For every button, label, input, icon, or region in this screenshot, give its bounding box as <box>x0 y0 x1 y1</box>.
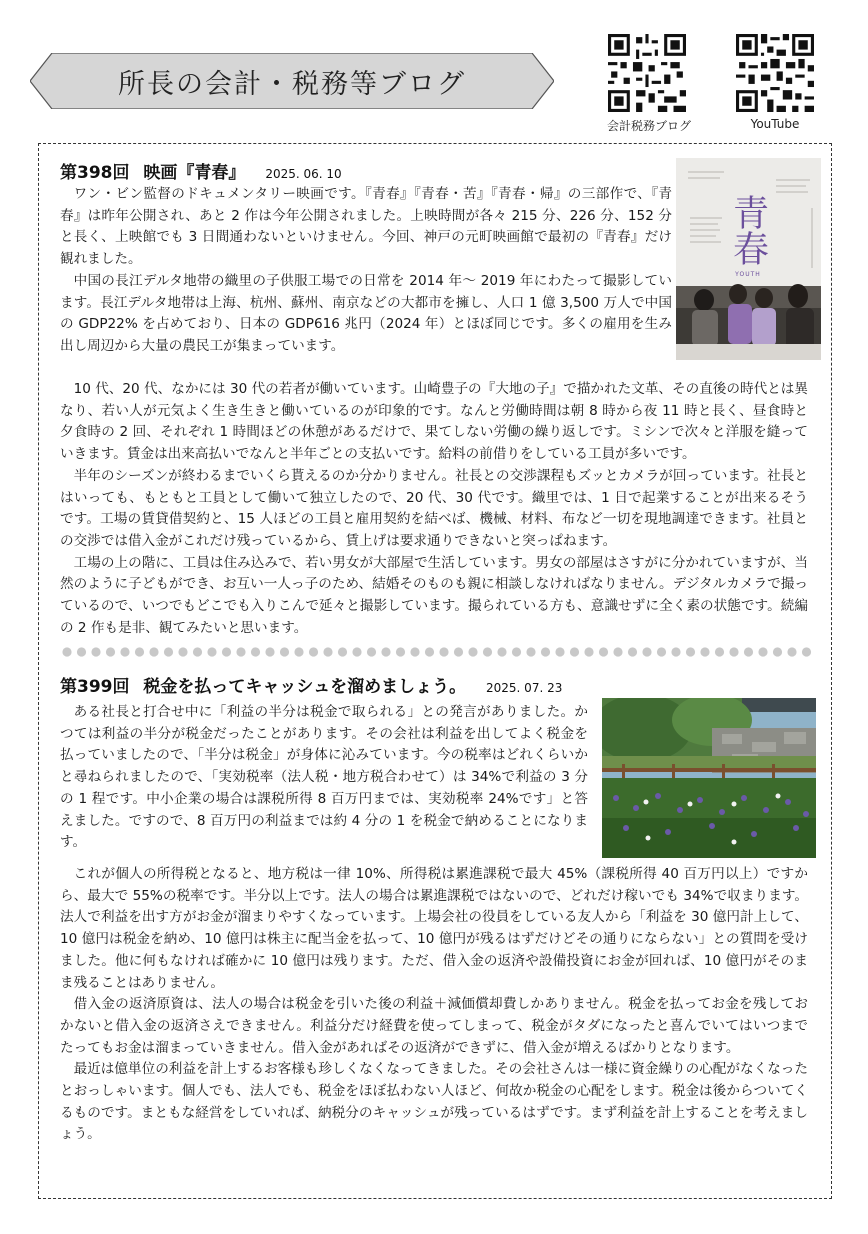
divider-dot <box>280 647 289 656</box>
divider-dot <box>729 647 738 656</box>
qr-code-icon[interactable] <box>736 34 814 112</box>
post-399-paragraph: ある社長と打合せ中に「利益の半分は税金で取られる」との発言がありました。かつては利益の半分が税金だったことがあります。その会社は利益を出してよく税金を払っていましたので、「半分は税金」が身体に沁みています。今の税率はどれくらいかと尋ねられましたので、「実効税率（法人税・地方税合わせて）は 34%で利益の 3 分の 1 程です。中小企業の場合は課税所得 8 百万円までは、実効税率 24%です」と答えました。ですので、8 百万円の利益までは約 4 分の 1 を税金で納めることになります。 <box>60 704 588 851</box>
divider-dot <box>120 647 129 656</box>
qr-label-blog: 会計税務ブログ <box>606 119 691 133</box>
divider-dot <box>77 647 86 656</box>
post-398-title: 映画『青春』 <box>143 163 246 183</box>
divider-dot <box>236 647 245 656</box>
divider-dot <box>410 647 419 656</box>
divider-dot <box>570 647 579 656</box>
divider-dot <box>671 647 680 656</box>
divider-dot <box>555 647 564 656</box>
divider-dot <box>497 647 506 656</box>
divider-dot <box>207 647 216 656</box>
divider-dot <box>613 647 622 656</box>
divider-dot <box>787 647 796 656</box>
post-398-body-top <box>60 184 672 358</box>
divider-dot <box>439 647 448 656</box>
divider-dot <box>599 647 608 656</box>
divider-dot <box>744 647 753 656</box>
qr-label-youtube: YouTube <box>750 117 800 131</box>
divider-dot <box>700 647 709 656</box>
divider-dot <box>149 647 158 656</box>
movie-poster-image <box>676 158 821 360</box>
garden-photo-image <box>602 698 816 858</box>
divider-dot <box>265 647 274 656</box>
divider-dot <box>526 647 535 656</box>
divider-dot <box>294 647 303 656</box>
divider-dot <box>454 647 463 656</box>
divider-dot <box>758 647 767 656</box>
post-399-date: 2025. 07. 23 <box>486 681 563 695</box>
divider-dot <box>193 647 202 656</box>
divider-dot <box>657 647 666 656</box>
divider-dot <box>178 647 187 656</box>
post-398-paragraph: 10 代、20 代、なかには 30 代の若者が働いています。山崎豊子の『大地の子』で描かれた文革、その直後の時代とは異なり、若い人が元気よく生き生きと働いているのが印象的です。なんと労働時間は朝 8 時から夜 11 時と長く、昼食時と夕食時の 2 回、それぞれ 1 時間ほどの休憩があるだけで、果てしない労働の繰り返しです。ミシンで次々と洋服を縫っていきます。賃金は出来高払いでなんと半年ごとの支払いです。給料の前借りをしている工員が多いです。 <box>60 381 808 463</box>
divider-dot <box>642 647 651 656</box>
post-399-body-top <box>60 702 588 854</box>
post-398-number: 第398回 <box>60 163 130 183</box>
page-title: 所長の会計・税務等ブログ <box>118 68 466 100</box>
post-399-number: 第399回 <box>60 677 130 697</box>
divider-dot <box>251 647 260 656</box>
post-399-body-bottom <box>60 864 808 1146</box>
post-399-paragraph: 最近は億単位の利益を計上するお客様も珍しくなくなってきました。その会社さんは一様に資金繰りの心配がなくなったとおっしゃいます。個人でも、法人でも、税金をほぼ払わない人ほど、何故か税金の心配をします。税金は後からついてくるものです。まともな経営をしていれば、納税分のキャッシュが残っているはずです。まず利益を計上することを考えましょう。 <box>60 1061 808 1143</box>
post-399-paragraph: これが個人の所得税となると、地方税は一律 10%、所得税は累進課税で最大 45%（課税所得 40 百万円以上）ですから、最大で 55%の税率です。半分以上です。法人の場合は累進課税ではないので、どれだけ稼いでも 34%で収まります。法人で利益を出す方がお金が溜まりやすくなっています。上場会社の役員をしている友人から「利益を 30 億円計上して、10 億円は税金を納め、10 億円は株主に配当金を払って、10 億円が残るはずだけどその通りにならない」との質問を受けました。他に何もなければ確かに 10 億円は残ります。ただ、借入金の返済や設備投資にお金が回れば、10 億円がそのまま残ることはありません。 <box>60 866 808 991</box>
post-398-date: 2025. 06. 10 <box>265 167 342 181</box>
divider-dot <box>425 647 434 656</box>
divider-dot <box>512 647 521 656</box>
qr-code-icon[interactable] <box>608 34 686 112</box>
divider-dot <box>352 647 361 656</box>
post-398-paragraph: 半年のシーズンが終わるまでいくら貰えるのか分かりません。社長との交渉課程もズッとカメラが回っています。社長とはいっても、もともと工員として働いて独立したので、20 代、30 代です。織里では、1 日で起業することが出来るそうです。工場の賃貸借契約と、15 人ほどの工員と雇用契約を結べば、機械、材料、布など一切を現地調達できます。社員との交渉では借入金がこれだけ残っているから、賃上げは要求通りできないと突っぱねます。 <box>60 467 808 549</box>
divider-dot <box>686 647 695 656</box>
divider-dot <box>106 647 115 656</box>
post-398-heading <box>60 158 342 183</box>
divider-dot <box>628 647 637 656</box>
divider-dot <box>164 647 173 656</box>
divider-dot <box>483 647 492 656</box>
divider-dot <box>715 647 724 656</box>
divider-dot <box>381 647 390 656</box>
post-398-paragraph: 工場の上の階に、工員は住み込みで、若い男女が大部屋で生活しています。男女の部屋はさすがに分かれていますが、当然のように子どもができ、お互い一人っ子のため、結婚そのものも親に相談しなければなりません。デジタルカメラで撮っているので、いつでもどこでも入りこんで延々と撮影しています。撮られている方も、意識せずに全く素の状態です。続編の 2 作も是非、観てみたいと思います。 <box>60 554 808 636</box>
divider-dot <box>396 647 405 656</box>
divider-dot <box>309 647 318 656</box>
divider-dot <box>541 647 550 656</box>
divider-dot <box>338 647 347 656</box>
divider-dot <box>367 647 376 656</box>
divider-dot <box>323 647 332 656</box>
divider-dot <box>584 647 593 656</box>
divider-dot <box>91 647 100 656</box>
divider-dot <box>468 647 477 656</box>
divider-dot <box>222 647 231 656</box>
blog-banner <box>30 53 554 109</box>
divider-dot <box>62 647 71 656</box>
post-399-paragraph: 借入金の返済原資は、法人の場合は税金を引いた後の利益＋減価償却費しかありません。税金を払ってお金を残しておかないと借入金の返済さえできません。利益分だけ経費を使ってしまって、税金がタダになったと喜んでいてはいつまでたってもお金は溜まっていきません。借入金があればその返済ができずに、借入金が増えるばかりとなります。 <box>60 996 808 1056</box>
post-398-paragraph: 中国の長江デルタ地帯の織里の子供服工場での日常を 2014 年～ 2019 年にわたって撮影しています。長江デルタ地帯は上海、杭州、蘇州、南京などの大都市を擁し、人口 1 億 3,500 万人で中国の GDP22% を占めており、日本の GDP616 兆円（2024 年）とほぼ同じです。多くの雇用を生み出し周辺から大量の農民工が集まっています。 <box>60 272 672 354</box>
post-399-heading <box>60 672 562 697</box>
divider-dot <box>773 647 782 656</box>
divider-dot <box>802 647 811 656</box>
dotted-divider <box>62 646 812 658</box>
post-398-body-bottom <box>60 379 808 639</box>
post-399-title: 税金を払ってキャッシュを溜めましょう。 <box>143 677 467 697</box>
divider-dot <box>135 647 144 656</box>
post-398-paragraph: ワン・ビン監督のドキュメンタリー映画です。『青春』『青春・苦』『青春・帰』の三部作で、『青春』は昨年公開され、あと 2 作は今年公開されました。上映時間が各々 215 分、226 分、152 分と長く、上映館でも 3 日間通わないといけません。今回、神戸の元町映画館で最初の『青春』だけ観れました。 <box>60 186 672 268</box>
poster-title-text: 青春 <box>727 194 769 266</box>
poster-caption-text: YOUTH <box>735 271 761 278</box>
